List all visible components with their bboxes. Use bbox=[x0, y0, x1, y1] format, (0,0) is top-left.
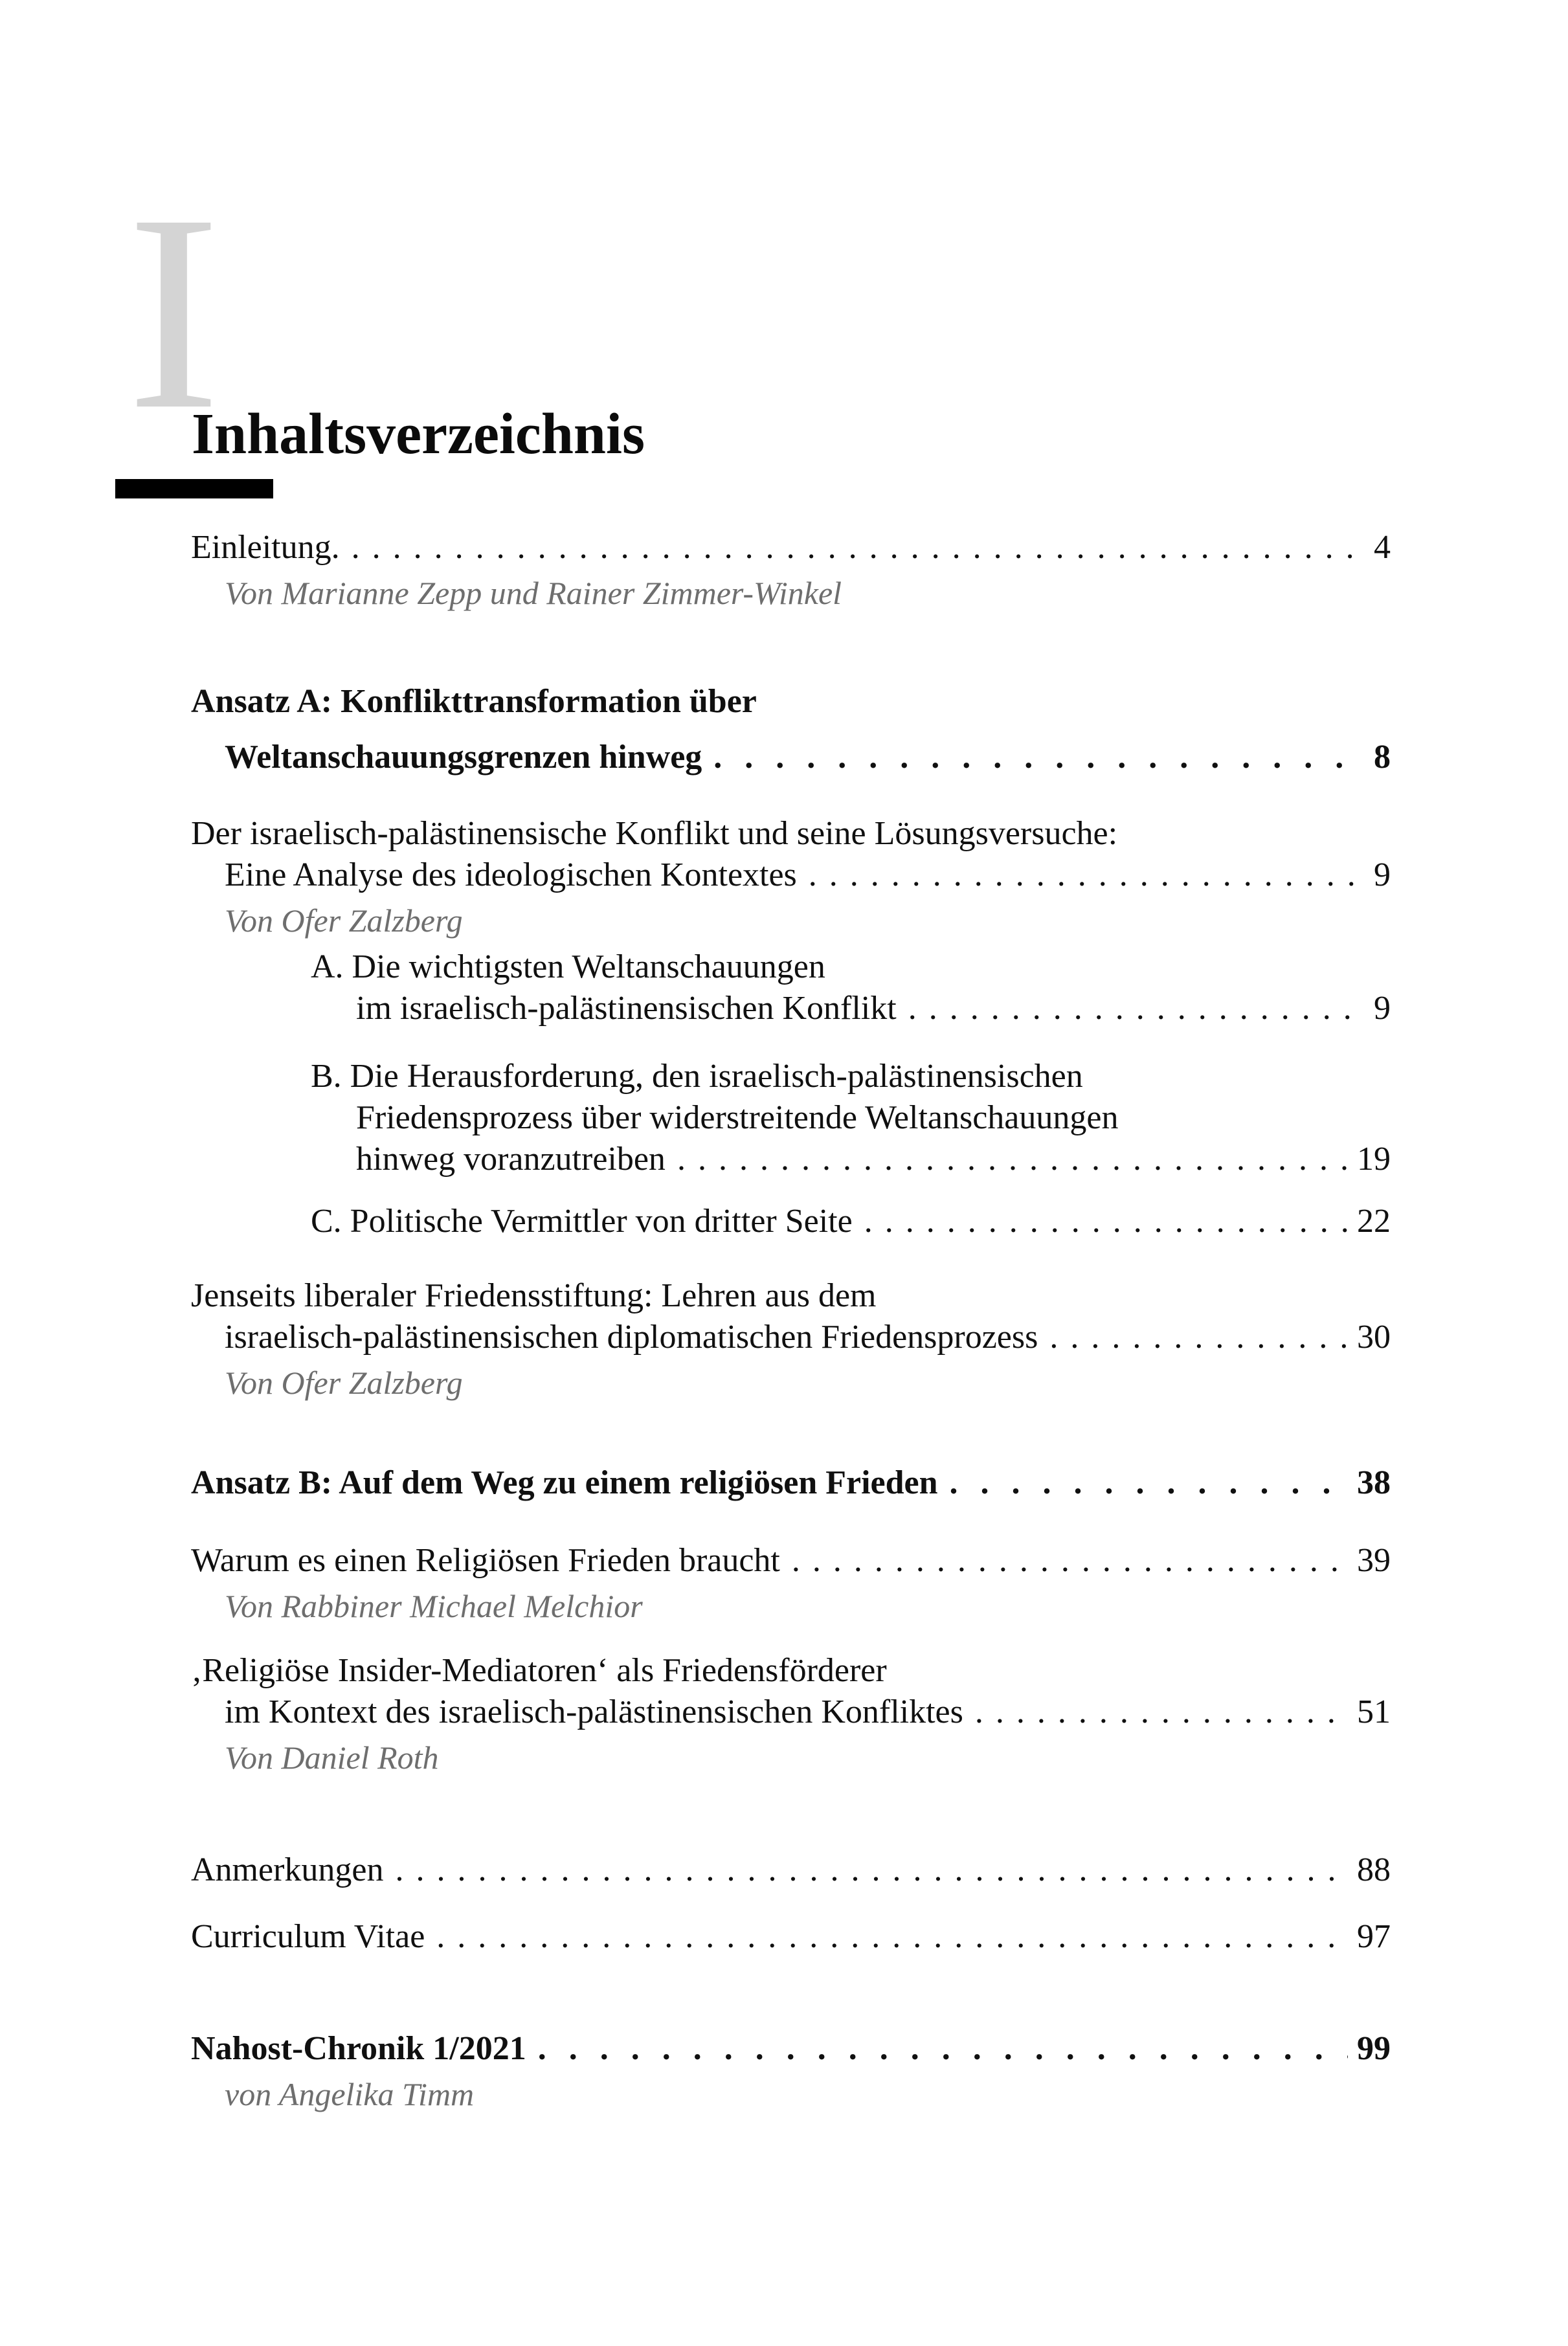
toc-line bbox=[191, 988, 1391, 1029]
toc-line bbox=[191, 1317, 1391, 1358]
toc-list bbox=[191, 527, 1391, 2115]
dot-leader bbox=[853, 1201, 1348, 1242]
page-number: 97 bbox=[1357, 1918, 1391, 1955]
dot-leader bbox=[666, 1139, 1348, 1180]
toc-text: israelisch-palästinensischen diplomatischen Friedensprozess bbox=[225, 1319, 1038, 1356]
page-number: 8 bbox=[1374, 739, 1391, 776]
toc-entry bbox=[191, 1849, 1391, 1891]
toc-text: ‚Religiöse Insider-Mediatoren‘ als Friedensförderer bbox=[191, 1652, 887, 1689]
toc-text: Curriculum Vitae bbox=[191, 1918, 425, 1955]
page-number: 88 bbox=[1357, 1851, 1391, 1888]
toc-line bbox=[191, 1916, 1391, 1958]
page-number: 51 bbox=[1357, 1693, 1391, 1730]
toc-line bbox=[191, 946, 1391, 988]
dot-leader bbox=[780, 1540, 1348, 1581]
toc-line bbox=[191, 1056, 1391, 1097]
toc-text: Ansatz A: Konflikttransformation über bbox=[191, 683, 757, 720]
toc-entry bbox=[191, 1462, 1391, 1504]
dot-leader bbox=[526, 2028, 1348, 2070]
toc-line bbox=[191, 681, 1391, 722]
toc-text: im israelisch-palästinensischen Konflikt bbox=[356, 990, 897, 1027]
toc-line bbox=[191, 1650, 1391, 1692]
toc-text: Einleitung. bbox=[191, 529, 340, 566]
toc-line bbox=[191, 855, 1391, 896]
toc-line bbox=[191, 737, 1391, 778]
author-line: Von Ofer Zalzberg bbox=[225, 1365, 463, 1401]
toc-text: hinweg voranzutreiben bbox=[356, 1141, 666, 1178]
title-rule bbox=[115, 479, 273, 498]
dot-leader bbox=[383, 1849, 1348, 1891]
toc-line bbox=[191, 1201, 1391, 1242]
toc-entry bbox=[191, 813, 1391, 941]
toc-text: A. Die wichtigsten Weltanschauungen bbox=[311, 948, 825, 985]
toc-text: im Kontext des israelisch-palästinensischen Konfliktes bbox=[225, 1693, 963, 1730]
dot-leader bbox=[963, 1692, 1348, 1733]
dot-leader bbox=[1038, 1317, 1348, 1358]
toc-line bbox=[191, 1139, 1391, 1180]
toc-text: Weltanschauungsgrenzen hinweg bbox=[225, 739, 702, 776]
author-line: Von Daniel Roth bbox=[225, 1739, 439, 1776]
toc-line bbox=[191, 1275, 1391, 1317]
toc-text: Jenseits liberaler Friedensstiftung: Lehren aus dem bbox=[191, 1277, 877, 1314]
author-line: Von Marianne Zepp und Rainer Zimmer-Winkel bbox=[225, 575, 842, 611]
toc-text: Warum es einen Religiösen Frieden braucht bbox=[191, 1542, 780, 1579]
page-title: Inhaltsverzeichnis bbox=[192, 402, 645, 467]
toc-entry bbox=[191, 2028, 1391, 2115]
page-number: 22 bbox=[1357, 1203, 1391, 1240]
page-number: 4 bbox=[1374, 529, 1391, 566]
dot-leader bbox=[340, 527, 1365, 568]
dot-leader bbox=[897, 988, 1365, 1029]
toc-text: B. Die Herausforderung, den israelisch-palästinensischen bbox=[311, 1058, 1083, 1095]
toc-text: Anmerkungen bbox=[191, 1851, 384, 1888]
toc-entry bbox=[191, 527, 1391, 614]
toc-text: Friedensprozess über widerstreitende Weltanschauungen bbox=[356, 1099, 1119, 1136]
dot-leader bbox=[938, 1462, 1348, 1504]
toc-text: C. Politische Vermittler von dritter Seite bbox=[311, 1203, 853, 1240]
toc-entry bbox=[191, 946, 1391, 1029]
toc-text: Eine Analyse des ideologischen Kontextes bbox=[225, 856, 797, 893]
page-number: 9 bbox=[1374, 856, 1391, 893]
dropcap-letter: I bbox=[127, 156, 221, 467]
toc-line bbox=[191, 1849, 1391, 1891]
toc-line bbox=[191, 813, 1391, 855]
toc-text: Ansatz B: Auf dem Weg zu einem religiösen Frieden bbox=[191, 1464, 938, 1501]
page-number: 30 bbox=[1357, 1319, 1391, 1356]
toc-entry bbox=[191, 1650, 1391, 1778]
author-line: von Angelika Timm bbox=[225, 2076, 475, 2112]
toc-text: Der israelisch-palästinensische Konflikt und seine Lösungsversuche: bbox=[191, 815, 1118, 852]
page-number: 99 bbox=[1357, 2030, 1391, 2067]
dot-leader bbox=[425, 1916, 1348, 1958]
toc-entry bbox=[191, 1540, 1391, 1627]
page-number: 19 bbox=[1357, 1141, 1391, 1178]
toc-entry bbox=[191, 1056, 1391, 1180]
toc-entry bbox=[191, 1916, 1391, 1958]
author-line: Von Rabbiner Michael Melchior bbox=[225, 1588, 643, 1624]
toc-line bbox=[191, 1692, 1391, 1733]
author-line: Von Ofer Zalzberg bbox=[225, 902, 463, 939]
dot-leader bbox=[797, 855, 1365, 896]
toc-entry bbox=[191, 681, 1391, 778]
toc-text: Nahost-Chronik 1/2021 bbox=[191, 2030, 526, 2067]
page-number: 38 bbox=[1357, 1464, 1391, 1501]
page-number: 39 bbox=[1357, 1542, 1391, 1579]
dot-leader bbox=[702, 737, 1365, 778]
toc-line bbox=[191, 1097, 1391, 1139]
toc-line bbox=[191, 2028, 1391, 2070]
toc-line bbox=[191, 1462, 1391, 1504]
toc-line bbox=[191, 1540, 1391, 1581]
toc-line bbox=[191, 527, 1391, 568]
page-number: 9 bbox=[1374, 990, 1391, 1027]
toc-entry bbox=[191, 1201, 1391, 1242]
toc-entry bbox=[191, 1275, 1391, 1403]
